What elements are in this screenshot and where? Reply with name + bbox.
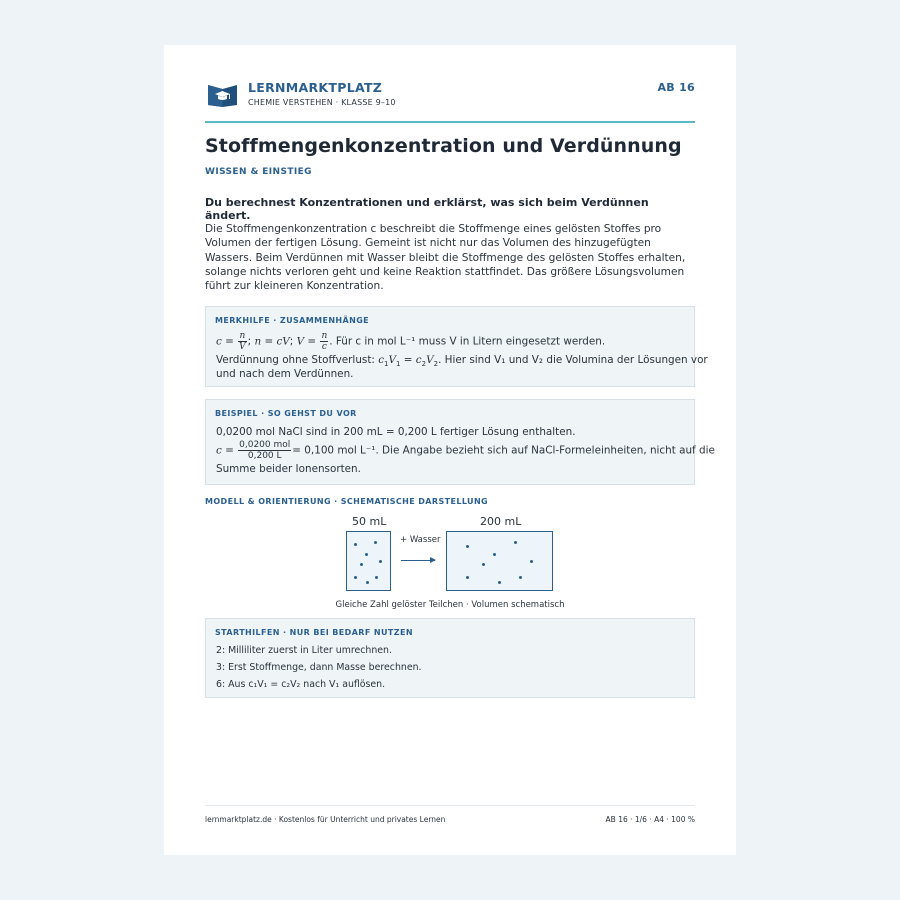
lead-sentence: Du berechnest Konzentrationen und erklärst, was sich beim Verdünnen ändert.	[205, 196, 649, 222]
particle	[354, 543, 357, 546]
dilution-diagram	[205, 511, 695, 615]
beaker-small	[346, 531, 391, 591]
dilution-arrow	[401, 560, 435, 561]
brand-subtitle: CHEMIE VERSTEHEN · KLASSE 9–10	[248, 98, 396, 107]
merkhilfe-line2: Verdünnung ohne Stoffverlust: $c_1V_1 = c_2V_2$. Hier sind V₁ und V₂ die Volumina der Lösungen vor	[216, 354, 708, 369]
beaker-large	[446, 531, 553, 591]
particle	[365, 553, 368, 556]
particle	[493, 553, 496, 556]
hint-item: 3: Erst Stoffmenge, dann Masse berechnen.	[216, 662, 422, 673]
section-tag: WISSEN & EINSTIEG	[205, 167, 312, 177]
worksheet-page	[164, 45, 736, 855]
beispiel-box	[205, 399, 715, 485]
brand-name: LERNMARKTPLATZ	[248, 80, 383, 95]
beispiel-title: BEISPIEL · SO GEHST DU VOR	[215, 409, 357, 418]
particle	[379, 560, 382, 563]
particle	[374, 541, 377, 544]
hint-item: 6: Aus c₁V₁ = c₂V₂ nach V₁ auflösen.	[216, 679, 386, 690]
merkhilfe-line1-text: . Für c in mol L⁻¹ muss V in Litern eingesetzt werden.	[329, 335, 606, 348]
particle	[466, 545, 469, 548]
header	[205, 80, 695, 122]
particle	[360, 563, 363, 566]
particle	[366, 581, 369, 584]
particle	[354, 576, 357, 579]
header-divider	[205, 121, 695, 123]
merkhilfe-box	[205, 306, 708, 387]
arrow-label: + Wasser	[400, 535, 441, 545]
fraction-n-over-c: $\frac{n}{c}$	[321, 331, 328, 352]
particle	[375, 576, 378, 579]
model-title: MODELL & ORIENTIERUNG · SCHEMATISCHE DARSTELLUNG	[205, 497, 489, 506]
beispiel-line3: Summe beider Ionensorten.	[216, 463, 361, 475]
footer-website: lernmarktplatz.de · Kostenlos für Unterricht und privates Lernen	[205, 815, 446, 824]
intro-paragraph: Die Stoffmengenkonzentration c beschreibt die Stoffmenge eines gelösten Stoffes pro Volumen der fertigen Lösung. Gemeint ist nicht nur das Volumen des hinzugefügten Wassers. Beim Verdünnen mit Wasser bleibt die Stoffmenge des gelösten Stoffes erhalten, solange nichts verloren geht und keine Reaktion stattfindet. Das größere Lösungsvolumen führt zur kleineren Konzentration.	[205, 223, 686, 293]
page-title: Stoffmengenkonzentration und Verdünnung	[205, 135, 682, 157]
particle	[530, 560, 533, 563]
starthilfen-title: STARTHILFEN · NUR BEI BEDARF NUTZEN	[215, 628, 413, 637]
sheet-id: AB 16	[657, 81, 695, 94]
graduation-cap-book-icon	[207, 81, 238, 107]
fraction-example	[238, 440, 291, 461]
beispiel-line2-suffix: = 0,100 mol L⁻¹. Die Angabe bezieht sich auf NaCl-Formeleinheiten, nicht auf die	[292, 444, 715, 457]
particle	[514, 541, 517, 544]
footer-divider	[205, 805, 695, 806]
merkhilfe-line3: und nach dem Verdünnen.	[216, 368, 354, 380]
fraction-denominator: 0,200 L	[247, 451, 282, 461]
fraction-n-over-v: $\frac{n}{V}$	[239, 331, 246, 352]
fraction-numerator: 0,0200 mol	[239, 440, 291, 450]
particle	[482, 563, 485, 566]
right-volume-label: 200 mL	[480, 515, 522, 528]
merkhilfe-title: MERKHILFE · ZUSAMMENHÄNGE	[215, 316, 370, 325]
hint-item: 2: Milliliter zuerst in Liter umrechnen.	[216, 645, 392, 656]
beispiel-line2: c = $\frac{\text{0,0200 mol}}{0,200 L}$ = 0,100 mol L⁻¹. Die Angabe bezieht sich auf NaCl-Formeleinheiten, nicht auf die	[216, 440, 715, 461]
diagram-caption: Gleiche Zahl gelöster Teilchen · Volumen schematisch	[335, 600, 565, 610]
starthilfen-box	[205, 618, 695, 698]
merkhilfe-line2-suffix: . Hier sind V₁ und V₂ die Volumina der Lösungen vor	[438, 354, 708, 366]
particle	[498, 581, 501, 584]
particle	[519, 576, 522, 579]
beispiel-line1: 0,0200 mol NaCl sind in 200 mL = 0,200 L fertiger Lösung enthalten.	[216, 426, 576, 438]
particle	[466, 576, 469, 579]
footer-page-info: AB 16 · 1/6 · A4 · 100 %	[605, 815, 695, 824]
merkhilfe-line2-prefix: Verdünnung ohne Stoffverlust:	[216, 354, 379, 366]
merkhilfe-formula-line: c = $\frac{n}{V}$ ; n = cV; V = $\frac{n}{c}$ . Für c in mol L⁻¹ muss V in Litern eingesetzt werden.	[216, 331, 606, 352]
left-volume-label: 50 mL	[352, 515, 387, 528]
